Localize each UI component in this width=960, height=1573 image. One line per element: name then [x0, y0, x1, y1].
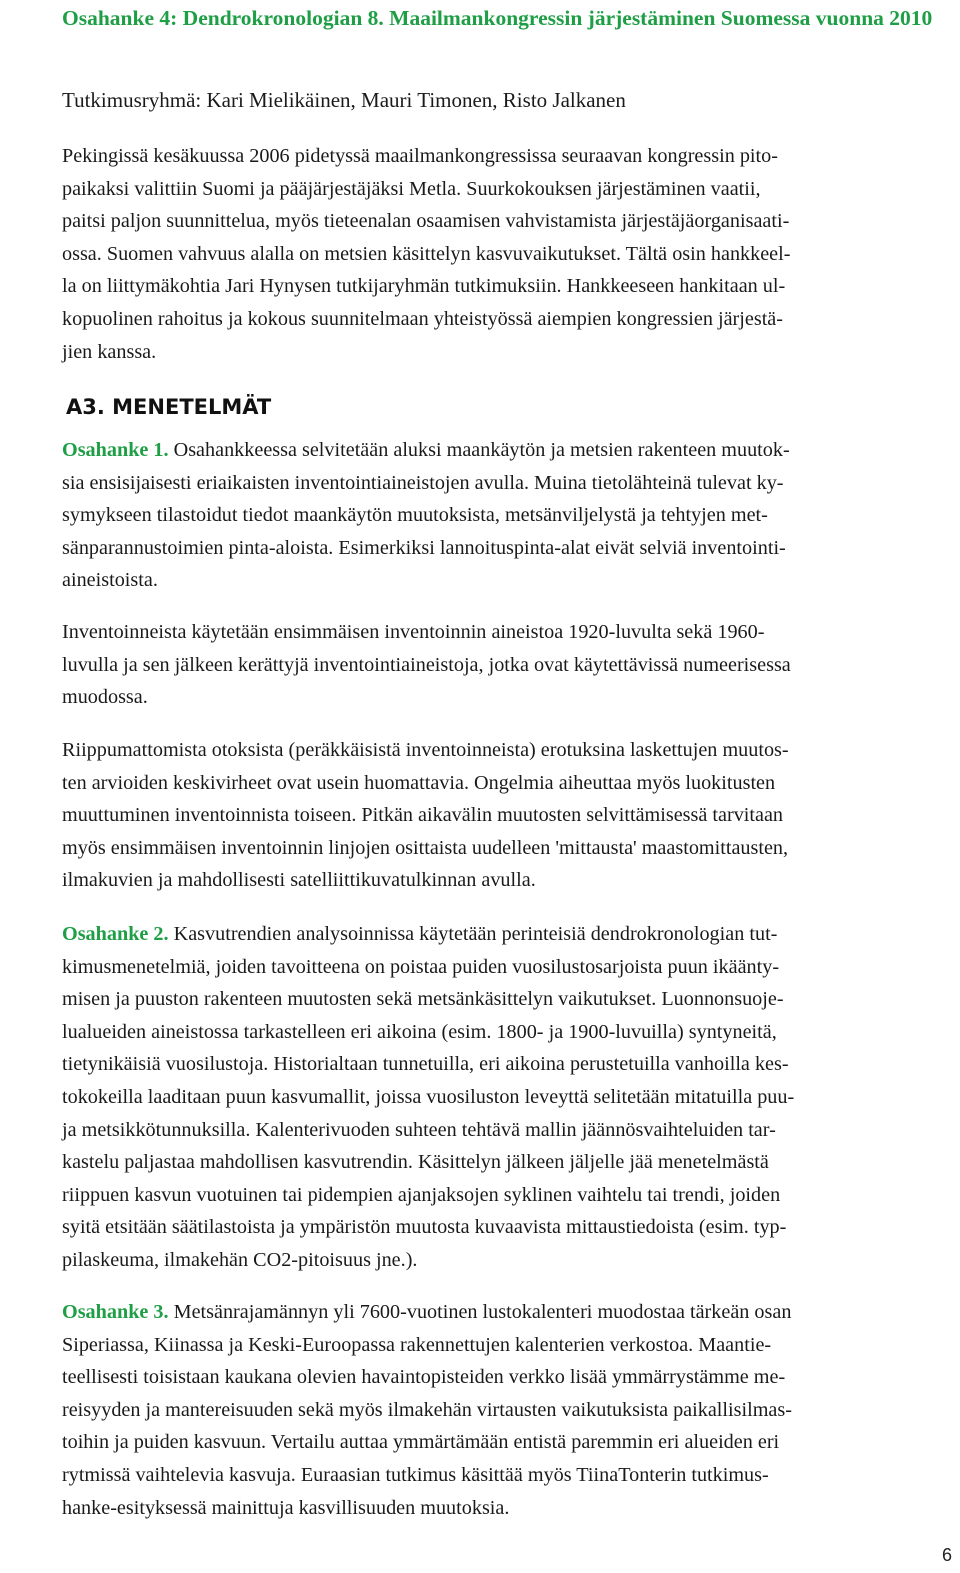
text-line: paikaksi valittiin Suomi ja pääjärjestäjäksi Metla. Suurkokouksen järjestäminen vaatii, — [62, 177, 761, 200]
text-line: kimusmenetelmiä, joiden tavoitteena on poistaa puiden vuosilustosarjoista puun ikäänty- — [62, 955, 780, 978]
text-line: Inventoinneista käytetään ensimmäisen inventoinnin aineistoa 1920-luvulta sekä 1960- — [62, 621, 765, 643]
section-title: Osahanke 4: Dendrokronologian 8. Maailmankongressin järjestäminen Suomessa vuonna 2010 — [62, 6, 933, 30]
inventory-paragraph — [62, 616, 950, 714]
section-heading: A3. MENETELMÄT — [66, 395, 272, 419]
text-line: luvulla ja sen jälkeen kerättyjä inventointiaineistoja, jotka ovat käytettävissä numeerisessa — [62, 653, 791, 676]
text-line: aineistoista. — [62, 569, 158, 592]
text-line: Pekingissä kesäkuussa 2006 pidetyssä maailmankongressissa seuraavan kongressin pito- — [62, 145, 778, 167]
text-line: la on liittymäkohtia Jari Hynysen tutkijaryhmän tutkimuksiin. Hankkeeseen hankitaan ul- — [62, 275, 786, 298]
text-line: symykseen tilastoidut tiedot maankäytön muutoksista, metsänviljelystä ja tehtyjen met- — [62, 504, 768, 527]
text-line: misen ja puuston rakenteen muutosten sekä metsänkäsittelyn vaikutukset. Luonnonsuoje- — [62, 988, 784, 1011]
osahanke1-paragraph — [62, 434, 950, 597]
text-line: ten arvioiden keskivirheet ovat usein huomattavia. Ongelmia aiheuttaa myös luokitusten — [62, 771, 776, 794]
text-line: tokokeilla laaditaan puun kasvumallit, joissa vuosiluston leveyttä selitetään mitatuilla puu- — [62, 1085, 795, 1108]
text-line: riippuen kasvun vuotuinen tai pidempien ajanjaksojen syklinen vaihtelu tai trendi, joiden — [62, 1183, 781, 1206]
text-line: sia ensisijaisesti eriaikaisten inventointiaineistojen avulla. Muina tietolähteinä tulevat ky- — [62, 471, 784, 494]
text-line: Osahanke 2. Kasvutrendien analysoinnissa käytetään perinteisiä dendrokronologian tut- — [62, 923, 778, 945]
text-line: ja metsikkötunnuksilla. Kalenterivuoden suhteen tehtävä mallin jäännösvaihteluiden tar- — [62, 1118, 776, 1141]
intro-paragraph — [62, 140, 950, 368]
text-line: kastelu paljastaa mahdollisen kasvutrendin. Käsittelyn jälkeen jäljelle jää menetelmästä — [62, 1151, 769, 1174]
text-line: reisyyden ja mantereisuuden sekä myös ilmakehän virtausten vaikutuksista paikallisilmas- — [62, 1398, 792, 1421]
text-line: kopuolinen rahoitus ja kokous suunnitelmaan yhteistyössä aiempien kongressien järjestä- — [62, 307, 783, 330]
text-line: jien kanssa. — [62, 340, 157, 363]
text-line: hanke-esityksessä mainittuja kasvillisuuden muutoksia. — [62, 1496, 510, 1519]
osahanke2-paragraph — [62, 918, 950, 1277]
text-line: Osahanke 3. Metsänrajamännyn yli 7600-vuotinen lustokalenteri muodostaa tärkeän osan — [62, 1301, 792, 1323]
sample-paragraph — [62, 734, 950, 897]
osahanke1-label: Osahanke 1. — [62, 439, 169, 461]
osahanke3-paragraph — [62, 1296, 950, 1524]
text-line: rytmissä vaihtelevia kasvuja. Euraasian tutkimus käsittää myös TiinaTonterin tutkimus- — [62, 1463, 769, 1486]
text-line: ilmakuvien ja mahdollisesti satelliittikuvatulkinnan avulla. — [62, 869, 536, 892]
text-line: myös ensimmäisen inventoinnin linjojen osittaista uudelleen 'mittausta' maastomittausten, — [62, 836, 789, 859]
text-line: ossa. Suomen vahvuus alalla on metsien käsittelyn kasvuvaikutukset. Tältä osin hankkeel- — [62, 242, 791, 265]
text-line: paitsi paljon suunnittelua, myös tieteenalan osaamisen vahvistamista järjestäjäorganisaati- — [62, 210, 790, 233]
text-line: muodossa. — [62, 686, 148, 709]
text-line: tietynikäisiä vuosilustoja. Historialtaan tunnetuilla, eri aikoina perustetuilla vanhoilla kes- — [62, 1053, 789, 1076]
osahanke3-label: Osahanke 3. — [62, 1301, 169, 1323]
text-line: teellisesti toisistaan kaukana olevien havaintopisteiden verkko lisää ymmärrystämme me- — [62, 1366, 786, 1389]
text-line: syitä etsitään säätilastoista ja ympäristön muutosta kuvaavista mittaustiedoista (esim. typ- — [62, 1216, 787, 1239]
research-team: Tutkimusryhmä: Kari Mielikäinen, Mauri Timonen, Risto Jalkanen — [62, 88, 626, 112]
text-line: pilaskeuma, ilmakehän CO2-pitoisuus jne.). — [62, 1248, 418, 1271]
text-line: Riippumattomista otoksista (peräkkäisistä inventoinneista) erotuksina laskettujen muutos- — [62, 739, 789, 761]
text-line: sänparannustoimien pinta-aloista. Esimerkiksi lannoituspinta-alat eivät selviä inventointi- — [62, 536, 786, 559]
text-line: Siperiassa, Kiinassa ja Keski-Euroopassa rakennettujen kalenterien verkostoa. Maantie- — [62, 1333, 772, 1356]
page-number: 6 — [941, 1545, 952, 1565]
text-line: lualueiden aineistossa tarkastelleen eri aikoina (esim. 1800- ja 1900-luvuilla) syntyneitä, — [62, 1020, 777, 1043]
text-line: muuttuminen inventoinnista toiseen. Pitkän aikavälin muutosten selvittämisessä tarvitaan — [62, 804, 784, 827]
text-line: Osahanke 1. Osahankkeessa selvitetään aluksi maankäytön ja metsien rakenteen muutok- — [62, 439, 790, 461]
text-line: toihin ja puiden kasvuun. Vertailu auttaa ymmärtämään entistä paremmin eri alueiden eri — [62, 1431, 780, 1454]
osahanke2-label: Osahanke 2. — [62, 923, 169, 945]
